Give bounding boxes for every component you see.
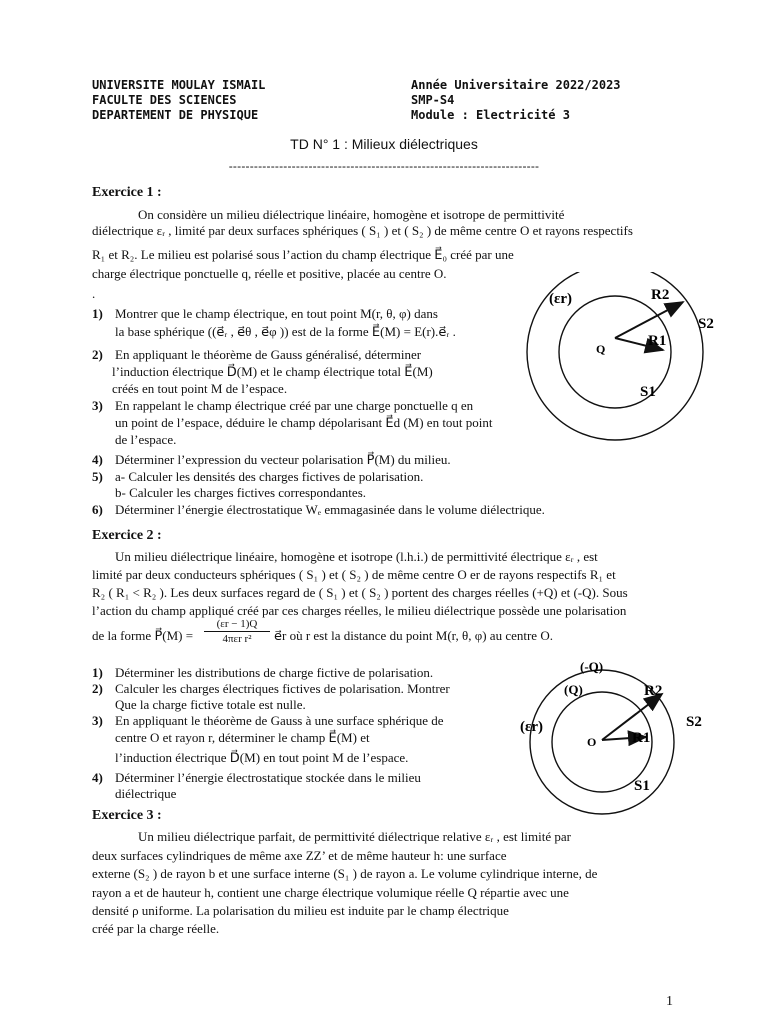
- exercise-2-heading: Exercice 2 :: [92, 528, 162, 543]
- ex1-q-number: 5): [92, 469, 103, 484]
- ex3-line: rayon a et de hauteur h, contient une charge électrique volumique réelle Q répartie avec une: [92, 885, 569, 900]
- page-number: 1: [666, 994, 673, 1009]
- academic-year: Année Universitaire 2022/2023: [411, 78, 621, 92]
- ex1-q-line: de l’espace.: [115, 432, 177, 447]
- ex1-q-line: créés en tout point M de l’espace.: [112, 381, 288, 396]
- ex3-line: deux surfaces cylindriques de même axe ZZ’ et de même hauteur h: une surface: [92, 848, 507, 863]
- ex2-q-number: 1): [92, 665, 103, 680]
- university-name: UNIVERSITE MOULAY ISMAIL: [92, 78, 266, 92]
- outer-charge-label: (-Q): [580, 660, 604, 674]
- module-name: Module : Electricité 3: [411, 108, 570, 122]
- ex2-q-number: 2): [92, 681, 103, 696]
- s2-label: S2: [686, 714, 702, 730]
- ex1-q-number: 6): [92, 502, 103, 517]
- ex1-q-line: Déterminer l’expression du vecteur polarisation P⃗(M) du milieu.: [115, 452, 451, 467]
- ex1-q-number: 2): [92, 347, 103, 362]
- ex1-dot: .: [92, 286, 96, 301]
- epsilon-label: (εr): [520, 719, 544, 735]
- ex2-q-number: 3): [92, 713, 103, 728]
- ex2-formula-suffix: e⃗r où r est la distance du point M(r, θ, φ) au centre O.: [274, 628, 553, 643]
- exercise-3-heading: Exercice 3 :: [92, 808, 162, 823]
- ex1-intro-line: On considère un milieu diélectrique linéaire, homogène et isotrope de permittivité: [138, 207, 565, 222]
- ex2-q-line: Déterminer les distributions de charge fictive de polarisation.: [115, 665, 434, 680]
- inner-charge-label: (Q): [564, 682, 583, 697]
- separator-line: --------------------------------------------------------------------------: [228, 159, 540, 173]
- ex2-q-line: En appliquant le théorème de Gauss à une surface sphérique de: [115, 713, 444, 728]
- ex1-q-number: 1): [92, 306, 103, 321]
- ex2-q-number: 4): [92, 770, 103, 785]
- ex2-q-line: diélectrique: [115, 786, 177, 801]
- r1-label: R1: [648, 333, 667, 349]
- ex1-q-line: En rappelant le champ électrique créé par une charge ponctuelle q en: [115, 398, 474, 413]
- ex1-q-line: a- Calculer les densités des charges fictives de polarisation.: [115, 469, 424, 484]
- s1-label: S1: [640, 384, 656, 400]
- ex1-q-line: la base sphérique ((e⃗ᵣ , e⃗θ , e⃗φ )) est de la forme E⃗(M) = E(r).e⃗ᵣ .: [115, 324, 456, 339]
- ex2-formula-fraction: [204, 618, 270, 645]
- ex1-q-line: b- Calculer les charges fictives correspondantes.: [115, 485, 366, 500]
- ex1-intro-line: R₁ et R₂. Le milieu est polarisé sous l’action du champ électrique E⃗₀ créé par une: [92, 247, 514, 262]
- fraction-bar: [204, 631, 270, 632]
- r1-label: R1: [632, 730, 651, 746]
- ex1-q-line: Montrer que le champ électrique, en tout point M(r, θ, φ) dans: [115, 306, 438, 321]
- ex2-formula-prefix: de la forme P⃗(M) =: [92, 628, 194, 643]
- page-title: TD N° 1 : Milieux diélectriques: [290, 136, 478, 152]
- header-right: [411, 78, 621, 123]
- s2-label: S2: [698, 316, 714, 332]
- ex1-q-line: En appliquant le théorème de Gauss généralisé, déterminer: [115, 347, 422, 362]
- ex2-intro-line: l’action du champ appliqué créé par ces charges réelles, le milieu diélectrique possède une polarisation: [92, 603, 627, 618]
- exercise-1-heading: Exercice 1 :: [92, 185, 162, 200]
- ex1-q-line: Déterminer l’énergie électrostatique Wₑ emmagasinée dans le volume diélectrique.: [115, 502, 545, 517]
- ex2-q-line: Calculer les charges électriques fictives de polarisation. Montrer: [115, 681, 450, 696]
- exercise-2-figure: [514, 660, 714, 815]
- program: SMP-S4: [411, 93, 455, 107]
- department-name: DEPARTEMENT DE PHYSIQUE: [92, 108, 259, 122]
- r2-label: R2: [644, 683, 663, 699]
- faculty-name: FACULTE DES SCIENCES: [92, 93, 237, 107]
- ex1-q-line: l’induction électrique D⃗(M) et le champ électrique total E⃗(M): [112, 364, 433, 379]
- ex2-q-line: Déterminer l’énergie électrostatique stockée dans le milieu: [115, 770, 421, 785]
- epsilon-label: (εr): [549, 291, 573, 307]
- ex2-intro-line: Un milieu diélectrique linéaire, homogène et isotrope (l.h.i.) de permittivité électrique εᵣ , est: [115, 549, 598, 564]
- ex2-intro-line: limité par deux conducteurs sphériques ( S₁ ) et ( S₂ ) de même centre O er de rayons respectifs R₁ et: [92, 567, 616, 582]
- ex2-q-line: centre O et rayon r, déterminer le champ E⃗(M) et: [115, 730, 370, 745]
- ex1-intro-line: diélectrique εᵣ , limité par deux surfaces sphériques ( S₁ ) et ( S₂ ) de même centre O et rayons respectifs: [92, 223, 633, 238]
- center-label: O: [587, 735, 597, 749]
- ex3-line: externe (S₂ ) de rayon b et une surface interne (S₁ ) de rayon a. Le volume cylindrique interne, de: [92, 866, 598, 881]
- ex2-intro-line: R₂ ( R₁ < R₂ ). Les deux surfaces regard de ( S₁ ) et ( S₂ ) portent des charges réelles (+Q) et (-Q). Sous: [92, 585, 628, 600]
- ex1-q-number: 3): [92, 398, 103, 413]
- s1-label: S1: [634, 778, 650, 794]
- ex1-intro-line: charge électrique ponctuelle q, réelle et positive, placée au centre O.: [92, 266, 447, 281]
- ex2-q-line: l’induction électrique D⃗(M) en tout point M de l’espace.: [115, 750, 409, 765]
- ex2-q-line: Que la charge fictive totale est nulle.: [115, 697, 306, 712]
- exercise-1-figure: [520, 272, 720, 472]
- ex3-line: densité ρ uniforme. La polarisation du milieu est induite par le champ électrique: [92, 903, 509, 918]
- ex1-q-number: 4): [92, 452, 103, 467]
- center-label: Q: [596, 342, 606, 356]
- ex3-line: Un milieu diélectrique parfait, de permittivité diélectrique relative εᵣ , est limité par: [138, 829, 571, 844]
- ex1-q-line: un point de l’espace, déduire le champ dépolarisant E⃗d (M) en tout point: [115, 415, 493, 430]
- r2-label: R2: [651, 287, 670, 303]
- ex3-line: créé par la charge réelle.: [92, 921, 220, 936]
- header-left: [92, 78, 265, 123]
- formula-numerator: (εr − 1)Q: [216, 618, 258, 630]
- formula-denominator: 4πεr r²: [222, 633, 252, 645]
